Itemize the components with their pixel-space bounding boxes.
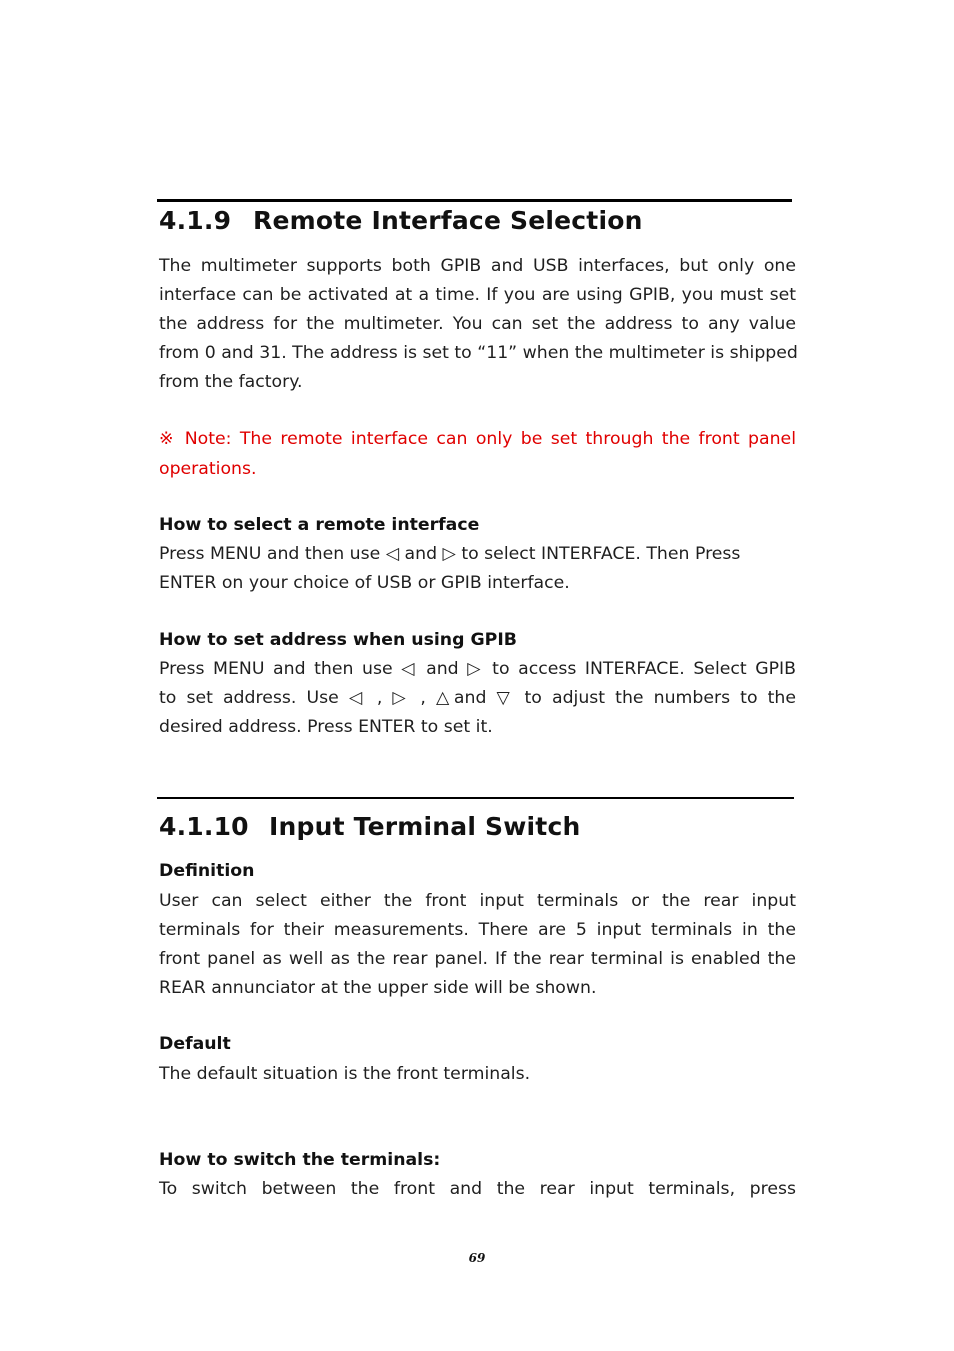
- section-number: 4.1.9: [159, 206, 232, 235]
- section-number: 4.1.10: [159, 812, 249, 841]
- text-line: desired address. Press ENTER to set it.: [159, 717, 493, 737]
- section-heading-input-terminal: [159, 812, 580, 841]
- definition-paragraph: [159, 887, 796, 1003]
- text-line: front panel as well as the rear panel. If the rear terminal is enabled the: [159, 949, 796, 969]
- text-line: ENTER on your choice of USB or GPIB interface.: [159, 573, 570, 593]
- note-line: ※ Note: The remote interface can only be set through the front panel: [159, 429, 796, 449]
- text-line: The default situation is the front terminals.: [159, 1064, 531, 1084]
- default-heading: Default: [159, 1034, 231, 1054]
- note-line: operations.: [159, 459, 257, 479]
- section-title: Remote Interface Selection: [253, 206, 643, 235]
- text-line: User can select either the front input terminals or the rear input: [159, 891, 796, 911]
- section-divider: [157, 797, 794, 799]
- page-number: 69: [468, 1251, 486, 1265]
- text-line: to set address. Use ◁ , ▷ , △and ▽ to adjust the numbers to the: [159, 688, 796, 708]
- text-line: To switch between the front and the rear input terminals, press: [159, 1179, 796, 1199]
- text-line: terminals for their measurements. There are 5 input terminals in the: [159, 920, 796, 940]
- text-line: from the factory.: [159, 372, 303, 392]
- section-heading-remote-interface: [159, 206, 643, 235]
- definition-heading: Definition: [159, 861, 255, 881]
- text-line: The multimeter supports both GPIB and USB interfaces, but only one: [159, 256, 796, 276]
- text-line: Press MENU and then use ◁ and ▷ to select INTERFACE. Then Press: [159, 544, 741, 564]
- text-line: interface can be activated at a time. If you are using GPIB, you must set: [159, 285, 796, 305]
- note-paragraph: [159, 424, 796, 484]
- switch-terminals-heading: How to switch the terminals:: [159, 1150, 441, 1170]
- text-line: from 0 and 31. The address is set to “11” when the multimeter is shipped: [159, 343, 798, 363]
- switch-terminals-paragraph: [159, 1175, 796, 1204]
- section-divider: [157, 199, 792, 202]
- section-title: Input Terminal Switch: [269, 812, 581, 841]
- text-line: Press MENU and then use ◁ and ▷ to access INTERFACE. Select GPIB: [159, 659, 796, 679]
- set-address-heading: How to set address when using GPIB: [159, 630, 517, 650]
- set-address-paragraph: [159, 655, 796, 742]
- select-interface-heading: How to select a remote interface: [159, 515, 480, 535]
- text-line: the address for the multimeter. You can set the address to any value: [159, 314, 796, 334]
- intro-paragraph: [159, 252, 796, 397]
- default-paragraph: [159, 1060, 796, 1089]
- text-line: REAR annunciator at the upper side will be shown.: [159, 978, 597, 998]
- select-interface-paragraph: [159, 540, 796, 598]
